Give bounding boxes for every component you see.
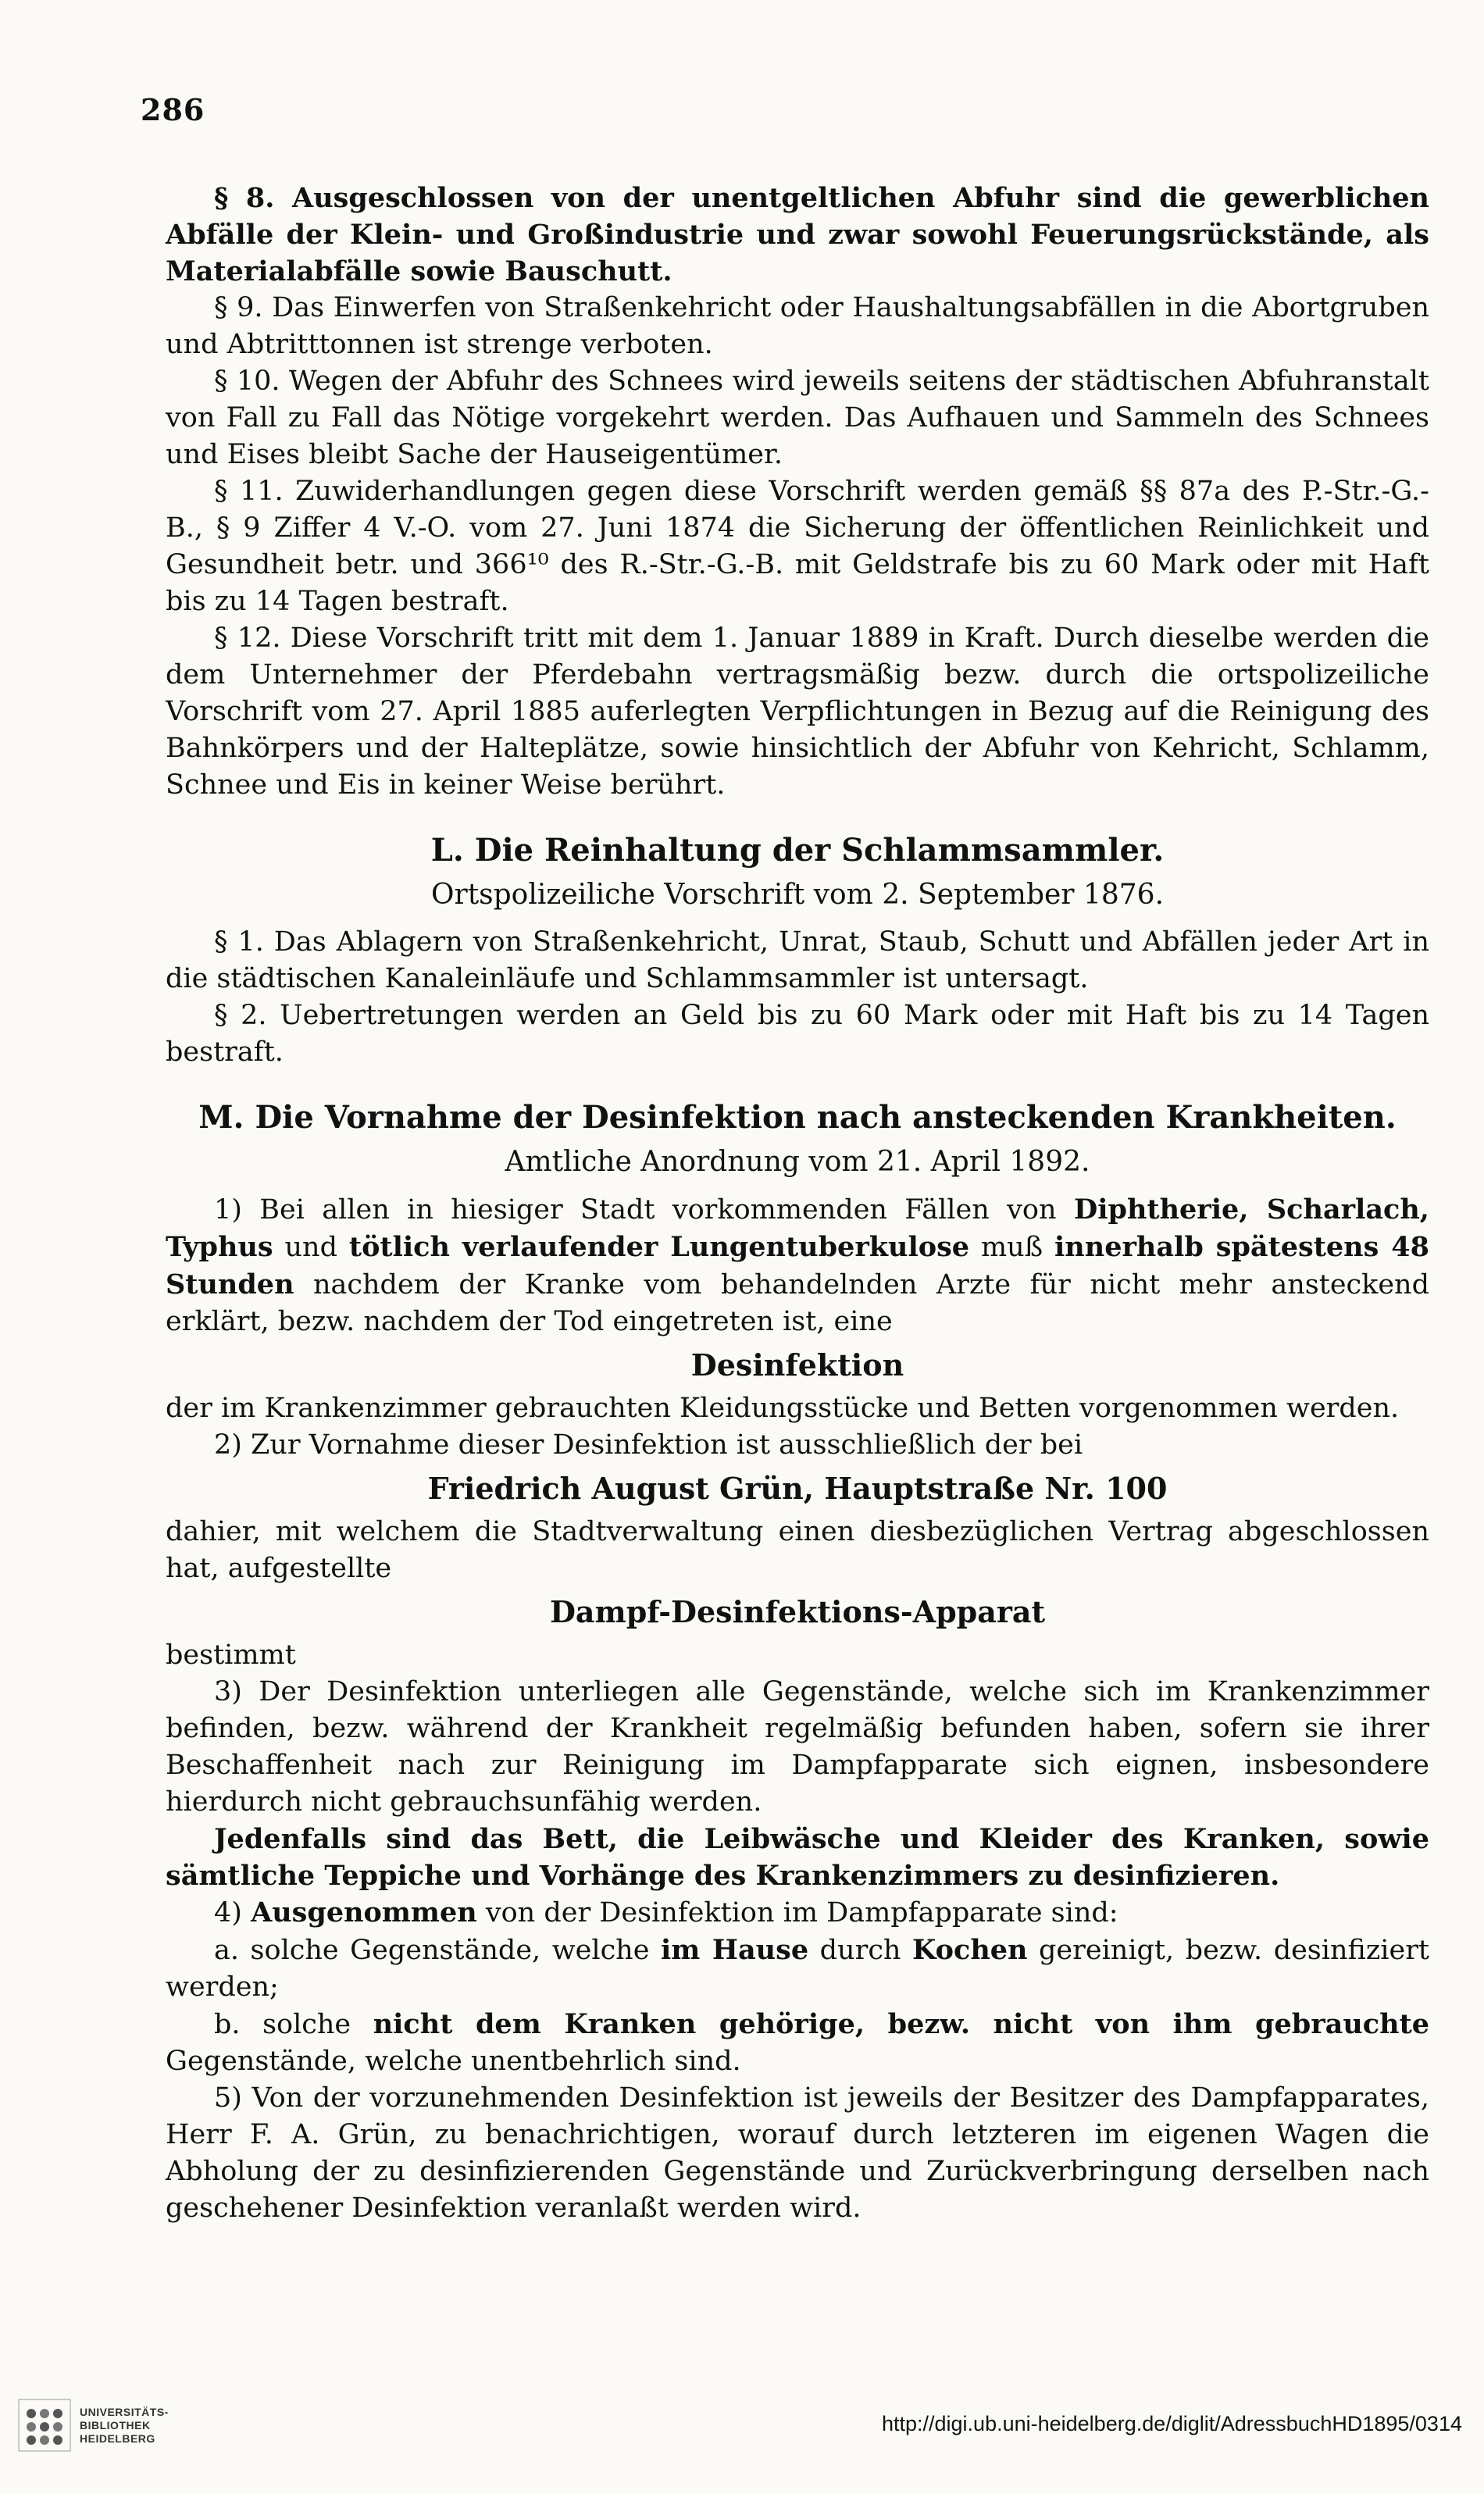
section-m-paragraph-4b: [166, 2006, 1429, 2080]
section-l-heading: [166, 830, 1429, 871]
logo-line: HEIDELBERG: [80, 2432, 155, 2445]
text-run: nachdem der Kranke vom behandelnden Arzte für nicht mehr ansteckend erklärt, bezw. nachdem der Tod eingetreten ist, eine: [166, 1269, 1429, 1337]
section-l-letter: L.: [430, 832, 464, 869]
gruen-heading: Friedrich August Grün, Hauptstraße Nr. 100: [427, 1471, 1168, 1506]
text-run: b. solche: [214, 2009, 373, 2040]
section-m-paragraph-1-end: der im Krankenzimmer gebrauchten Kleidungsstücke und Betten vorgenommen werden.: [166, 1393, 1400, 1424]
source-url-link[interactable]: http://digi.ub.uni-heidelberg.de/diglit/AdressbuchHD1895/0314: [881, 2412, 1462, 2435]
bold-run: Diphtherie, Scharlach, Typhus: [166, 1193, 1429, 1263]
section-m-paragraph-4a: [166, 1932, 1429, 2006]
document-body: [166, 180, 1429, 2227]
text-run: muß: [969, 1232, 1054, 1263]
bold-run: Kochen: [912, 1934, 1028, 1966]
bold-run: innerhalb spätestens 48 Stunden: [166, 1231, 1429, 1301]
paragraph-12: § 12. Diese Vorschrift tritt mit dem 1. Januar 1889 in Kraft. Durch dieselbe werden die dem Unternehmer der Pferdebahn vertragsmäßig bezw. durch die ortspolizeiliche Vorschrift vom 27. April 1885 auferlegten Verpflichtungen in Bezug auf die Reinigung des Bahnkörpers und der Halteplätze, sowie hinsichtlich der Abfuhr von Kehricht, Schlamm, Schnee und Eis in keiner Weise berührt.: [166, 623, 1429, 801]
text-run: a. solche Gegenstände, welche: [214, 1935, 661, 1966]
section-l-subtitle: Ortspolizeiliche Vorschrift vom 2. September 1876.: [430, 879, 1165, 911]
paragraph-10: § 10. Wegen der Abfuhr des Schnees wird jeweils seitens der städtischen Abfuhranstalt von Fall zu Fall das Nötige vorgekehrt werden. Das Aufhauen und Sammeln des Schnees und Eises bleibt Sache der Hauseigentümer.: [166, 366, 1429, 470]
section-m-paragraph-1: [166, 1191, 1429, 1340]
section-m-title: Die Vornahme der Desinfektion nach ansteckenden Krankheiten.: [255, 1099, 1397, 1136]
text-run: von der Desinfektion im Dampfapparate sind:: [476, 1897, 1118, 1928]
paragraph-9: § 9. Das Einwerfen von Straßenkehricht oder Haushaltungsabfällen in die Abortgruben und Abtritttonnen ist strenge verboten.: [166, 292, 1429, 360]
bold-run: nicht dem Kranken gehörige, bezw. nicht von ihm gebrauchte: [373, 2008, 1429, 2040]
section-m-paragraph-3-bold: Jedenfalls sind das Bett, die Leibwäsche und Kleider des Kranken, sowie sämtliche Teppiche und Vorhänge des Krankenzimmers zu desinfizieren.: [166, 1823, 1429, 1892]
section-m-letter: M.: [198, 1099, 244, 1136]
section-m-paragraph-2-end: bestimmt: [166, 1639, 296, 1671]
text-run: durch: [808, 1935, 913, 1966]
text-run: und: [273, 1232, 349, 1263]
section-m-subtitle: Amtliche Anordnung vom 21. April 1892.: [505, 1146, 1090, 1178]
bold-run: Ausgenommen: [251, 1896, 477, 1928]
section-l-title: Die Reinhaltung der Schlammsammler.: [474, 832, 1165, 869]
logo-line: UNIVERSITÄTS-: [80, 2405, 169, 2418]
library-logo-icon: [17, 2398, 72, 2453]
section-m-paragraph-4: [166, 1894, 1429, 1932]
text-run: 4): [214, 1897, 251, 1928]
section-m-paragraph-2: 2) Zur Vornahme dieser Desinfektion ist ausschließlich der bei: [214, 1429, 1083, 1461]
apparat-heading: Dampf-Desinfektions-Apparat: [549, 1594, 1046, 1629]
bold-run: tötlich verlaufender Lungentuberkulose: [348, 1231, 970, 1263]
section-l-paragraph-1: § 1. Das Ablagern von Straßenkehricht, Unrat, Staub, Schutt und Abfällen jeder Art in die städtischen Kanaleinläufe und Schlammsammler ist untersagt.: [166, 926, 1429, 994]
text-run: Gegenstände, welche unentbehrlich sind.: [166, 2046, 741, 2077]
desinfektion-heading: Desinfektion: [690, 1347, 904, 1383]
section-l-paragraph-2: § 2. Uebertretungen werden an Geld bis zu 60 Mark oder mit Haft bis zu 14 Tagen bestraft.: [166, 1000, 1429, 1068]
paragraph-11: § 11. Zuwiderhandlungen gegen diese Vorschrift werden gemäß §§ 87a des P.-Str.-G.-B., § 9 Ziffer 4 V.-O. vom 27. Juni 1874 die Sicherung der öffentlichen Reinlichkeit und Gesundheit betr. und 366¹⁰ des R.-Str.-G.-B. mit Geldstrafe bis zu 60 Mark oder mit Haft bis zu 14 Tagen bestraft.: [166, 476, 1429, 617]
text-run: 1) Bei allen in hiesiger Stadt vorkommenden Fällen von: [214, 1194, 1074, 1226]
text-run: gereinigt, bezw. desinfiziert werden;: [166, 1935, 1429, 2003]
library-logo-text: [80, 2406, 169, 2446]
bold-run: im Hause: [660, 1934, 809, 1966]
library-logo[interactable]: [17, 2396, 205, 2454]
logo-line: BIBLIOTHEK: [80, 2418, 151, 2432]
page-number: 286: [141, 92, 205, 127]
section-m-paragraph-5: 5) Von der vorzunehmenden Desinfektion ist jeweils der Besitzer des Dampfapparates, Herr F. A. Grün, zu benachrichtigen, worauf durch letzteren im eigenen Wagen die Abholung der zu desinfizierenden Gegenstände und Zurückverbringung derselben nach geschehener Desinfektion veranlaßt werden wird.: [166, 2082, 1429, 2224]
section-m-heading: [166, 1097, 1429, 1138]
section-m-paragraph-2-cont: dahier, mit welchem die Stadtverwaltung einen diesbezüglichen Vertrag abgeschlossen hat, aufgestellte: [166, 1516, 1429, 1584]
section-m-paragraph-3: 3) Der Desinfektion unterliegen alle Gegenstände, welche sich im Krankenzimmer befinden, bezw. während der Krankheit regelmäßig befunden haben, sofern sie ihrer Beschaffenheit nach zur Reinigung im Dampfapparate sich eignen, insbesondere hierdurch nicht gebrauchsunfähig werden.: [166, 1676, 1429, 1818]
paragraph-8: § 8. Ausgeschlossen von der unentgeltlichen Abfuhr sind die gewerblichen Abfälle der Klein- und Großindustrie und zwar sowohl Feuerungsrückstände, als Materialabfälle sowie Bauschutt.: [166, 182, 1429, 287]
